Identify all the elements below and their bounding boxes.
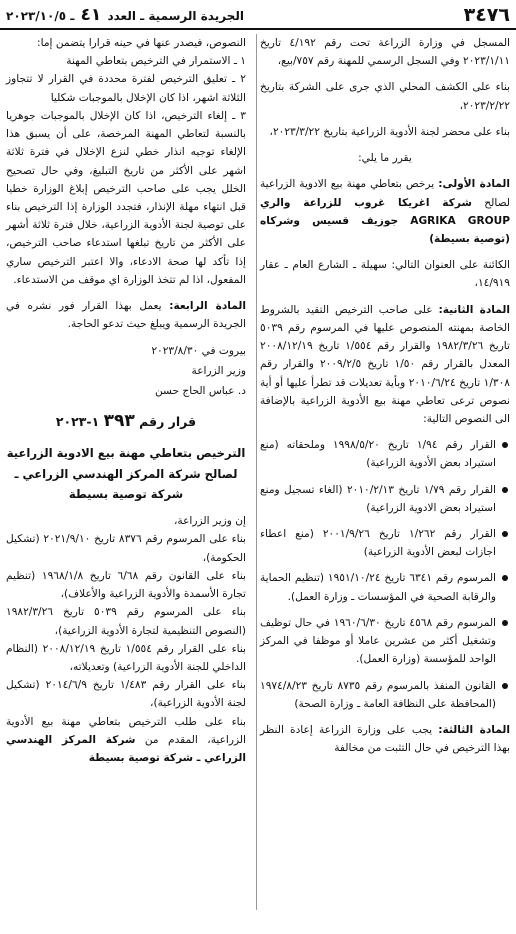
recital-application [6,713,246,768]
recital: بناء على القانون رقم ٦/٦٨ تاريخ ١٩٦٨/١/٨ (تنظيم تجارة الأسمدة والأدوية الزراعية والأعلاف)، [6,569,246,601]
article-4-text: يعمل بهذا القرار فور نشره في الجريدة الرسمية ويبلغ حيث تدعو الحاجة. [6,300,246,331]
regulations-list [260,436,510,713]
article-1-company: شركة اغريكا غروب للزراعة والري AGRIKA GROUP جوزيف قسيس وشركاه (توصية بسيطة) [260,196,510,245]
decision-prefix: قرار رقم [139,414,197,430]
list-item: القانون المنفذ بالمرسوم رقم ٨٧٣٥ تاريخ ١٩٧٤/٨/٢٣ (المحافظة على النظافة العامة ـ وزارة الصحة) [260,677,510,713]
article-1-label: المادة الأولى: [438,178,511,191]
recital: بناء على القرار رقم ١/٥٥٤ تاريخ ٢٠٠٨/١٢/١٩ (النظام الداخلي للجنة الأدوية الزراعية) وتعديلاته، [6,642,246,673]
recital: بناء على المرسوم رقم ٥٠٣٩ تاريخ ١٩٨٢/٣/٢٦ (النصوص التنظيمية لتجارة الأدوية الزراعية)، [6,606,246,637]
left-column [6,34,246,775]
article-1-address: الكائنة على العنوان التالي: سهيلة ـ الشارع العام ـ عقار ١٤/٩١٩، [260,259,510,290]
article-2-text: على صاحب الترخيص التقيد بالشروط الخاصة بمهنته المنصوص عليها في المرسوم رقم ٥٠٣٩ تاريخ ١٩٨٢/٣/٢٦ والقرار رقم ١/٥٥٤ تاريخ ٢٠٠٨/١٢/١٩ المعدل بالقرار رقم ١/٥٠ تاريخ ٢٠٠٩/٢/٥ والقرار رقم ١/٣٠٨ تاريخ ٢٠١٠/٦/٢٤ وبأية تعديلات قد تطرأ عليها أو أية نصوص ترعى تعاطي مهنة بيع الأدوية الزراعية بالإضافة الى النصوص التالية: [260,303,510,425]
recital-application-text: بناء على طلب الترخيص بتعاطي مهنة بيع الأدوية الزراعية، المقدم من [6,715,246,746]
masthead-title: الجريدة الرسمية ـ العدد [107,9,244,23]
bullet-icon [502,487,508,493]
decision-title [6,408,246,435]
bullet-icon [502,620,508,626]
article-2 [260,301,510,429]
article-3 [260,721,510,757]
bullet-icon [502,442,508,448]
recital: بناء على القرار رقم ١/٤٨٣ تاريخ ٢٠١٤/٦/٩ (تشكيل لجنة الأدوية الزراعية)، [6,679,246,710]
signature-title: وزير الزراعة [191,364,246,377]
masthead [6,6,244,25]
recital: بناء على المرسوم رقم ٨٣٧٦ تاريخ ٢٠٢١/٩/١٠ (تشكيل الحكومة)، [6,533,246,564]
decision-number: ٣٩٣ [103,411,135,432]
decision-subject: الترخيص بتعاطي مهنة بيع الادوية الزراعية لصالح شركة المركز الهندسي الزراعي ـ شركة توصية بسيطة [6,446,246,501]
recital-application-company: شركة المركز الهندسي الزراعي ـ شركة توصية بسيطة [6,733,246,765]
list-item: القرار رقم ١/٢٦٢ تاريخ ٢٠٠١/٩/٢٦ (منع اعطاء اجازات لبعض الأدوية الزراعية) [260,525,510,561]
article-3-text: يجب على وزارة الزراعة إعادة النظر بهذا الترخيص في حال التثبت من مخالفة [260,724,510,755]
decides-heading: يقرر ما يلي: [358,152,412,165]
decision-suffix: ١-٢٠٢٣ [55,414,100,430]
signature-name: د. عباس الحاج حسن [154,384,246,397]
signature-place-date: بيروت في ٢٠٢٣/٨/٣٠ [151,344,246,357]
option-1: ١ ـ الاستمرار في الترخيص بتعاطي المهنة [66,55,246,68]
page-number: ٣٤٧٦ [463,4,510,26]
list-item: المرسوم رقم ٤٥٦٨ تاريخ ١٩٦٠/٦/٣٠ في حال توظيف وتشغيل أكثر من عشرين عاملا أو موظفا في المركز الواحد للمؤسسة (وزارة العمل). [260,614,510,669]
continuation-intro: النصوص، فيصدر عنها في حينه قرارا يتضمن إما: [37,37,246,49]
article-1-text: يرخص بتعاطي مهنة بيع الادوية الزراعية لصالح [260,178,510,209]
option-3: ٣ ـ إلغاء الترخيص، اذا كان الإخلال بالموجبات جوهريا بالنسبة لتعاطي المهنة المرخصة، على أن يسبق هذا الإلغاء توجيه انذار خطي لنزع الإخلال في فترة ثلاثة اشهر على الأكثر من تاريخ التبليغ، وفي حال تصحيح الخلل يجب على صاحب الترخيص إبلاغ الوزارة خطيا قبل انتهاء مهلة الإنذار، فتجدد الوزارة إذا الترخيص بناء على توصية لجنة الأدوية الزراعية، خلال فترة ثلاثة أشهر على الأكثر من تاريخ تبلغها استدعاء صاحب الترخيص، إذا تأكد لها صحة الادعاء، والا اعتبر الترخيص ساري المفعول، اذا لم تتخذ الوزارة اي موقف من الاستدعاء. [6,109,246,286]
minister-intro: إن وزير الزراعة، [174,515,246,528]
recital-registration: المسجل في وزارة الزراعة تحت رقم ٤/١٩٢ تاريخ ٢٠٢٣/١/١١ وفي السجل الرسمي للمهنة رقم ٧٥٧/بيع، [260,37,510,68]
article-3-label: المادة الثالثة: [438,724,510,736]
recital-committee: بناء على محضر لجنة الأدوية الزراعية بتاريخ ٢٠٢٣/٣/٢٢، [269,125,510,138]
bullet-icon [502,683,508,689]
article-2-label: المادة الثانية: [438,303,510,316]
option-2: ٢ ـ تعليق الترخيص لفترة محددة في القرار لا تتجاوز الثلاثة اشهر، اذا كان الإخلال بالموجبات شكليا [6,73,246,104]
right-column [260,34,510,765]
page-header [0,0,516,30]
column-divider [256,34,257,910]
list-item: المرسوم رقم ٦٣٤١ تاريخ ١٩٥١/١٠/٢٤ (تنظيم الحماية والرقابة الصحية في المؤسسات ـ وزارة العمل). [260,569,510,605]
article-1 [260,175,510,248]
recital-inspection: بناء على الكشف المحلي الذي جرى على الشركة بتاريخ ٢٠٢٣/٢/٢٢، [260,81,510,112]
bullet-icon [502,575,508,581]
list-item: القرار رقم ١/٩٤ تاريخ ١٩٩٨/٥/٢٠ وملحقاته (منع استيراد بعض الأدوية الزراعية) [260,436,510,472]
list-item: القرار رقم ١/٧٩ تاريخ ٢٠١٠/٢/١٣ (الغاء تسجيل ومنع استيراد بعض الادوية الزراعية) [260,481,510,517]
article-4-label: المادة الرابعة: [169,300,246,313]
bullet-icon [502,531,508,537]
article-4 [6,297,246,333]
masthead-date: ـ ٢٠٢٣/١٠/٥ [6,9,75,23]
issue-number: ٤١ [80,5,102,25]
